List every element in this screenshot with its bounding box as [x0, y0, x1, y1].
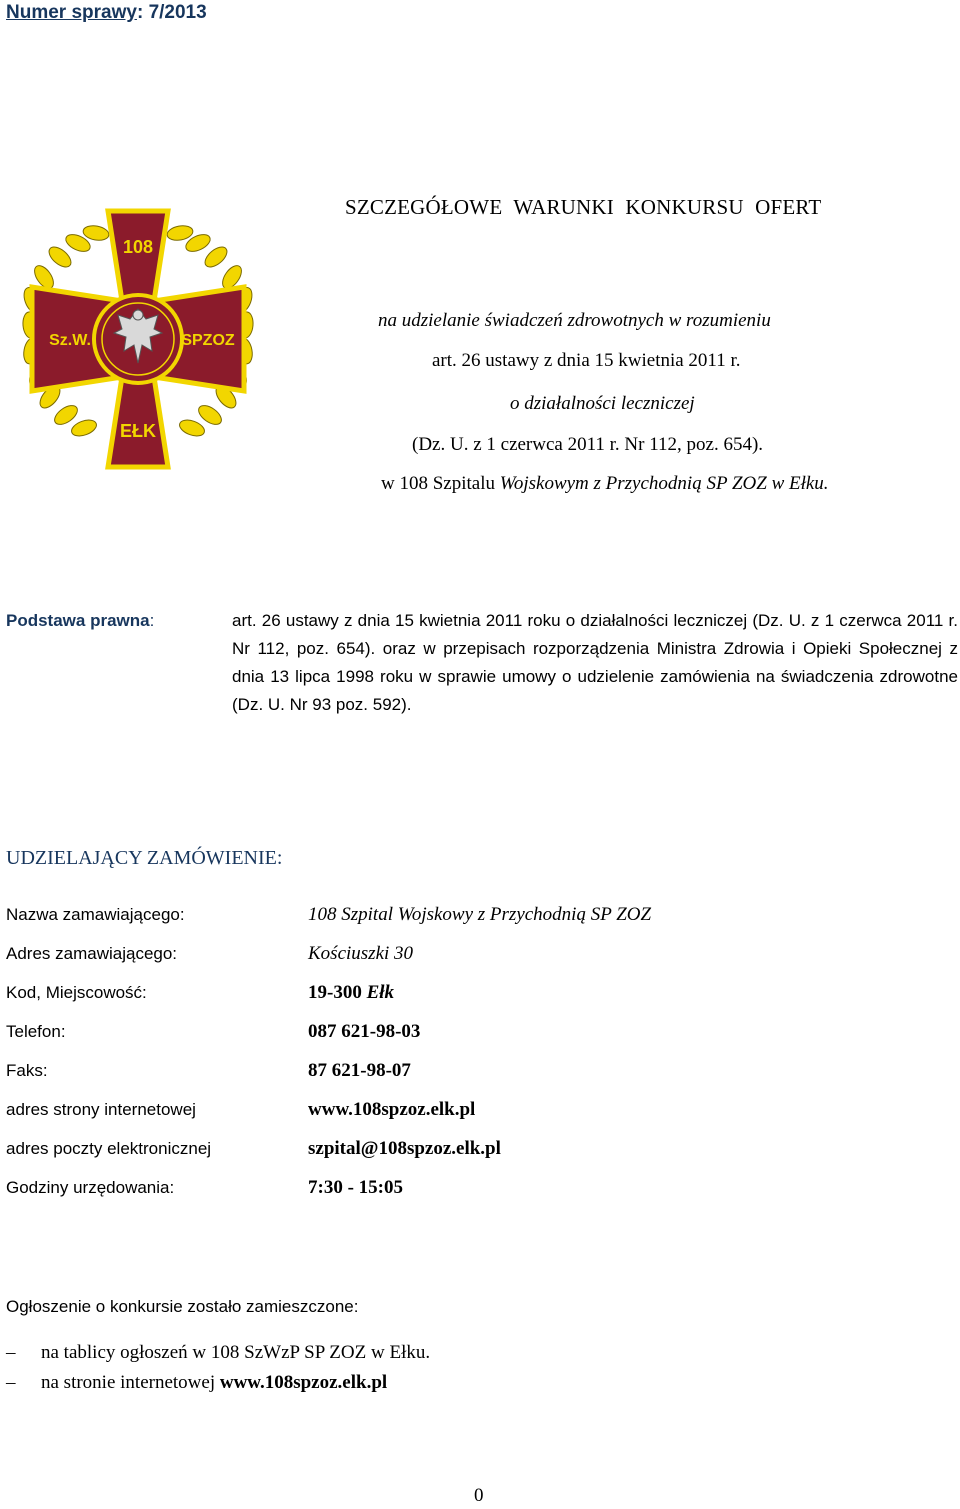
emblem-right-text: SPZOZ — [181, 332, 235, 349]
subtitle-line-3: o działalności leczniczej — [510, 393, 695, 414]
subtitle-line-5 — [381, 471, 829, 497]
document-title: SZCZEGÓŁOWE WARUNKI KONKURSU OFERT — [345, 195, 822, 219]
postal-value — [308, 980, 394, 1006]
email-link[interactable]: szpital@108spzoz.elk.pl — [308, 1138, 501, 1159]
website-link[interactable]: www.108spzoz.elk.pl — [308, 1099, 476, 1120]
legal-basis-text: art. 26 ustawy z dnia 15 kwietnia 2011 roku o działalności leczniczej (Dz. U. z 1 czerwca 2011 r. Nr 112, poz. 654). oraz w przepisach rozporządzenia Ministra Zdrowia i Opieki Społecznej z dnia 13 lipca 1998 roku w sprawie umowy o udzielenie zamówienia na świadczenia zdrowotne (Dz. U. Nr 93 poz. 592). — [232, 611, 958, 714]
announcement-website-link[interactable]: www.108spzoz.elk.pl — [219, 1372, 388, 1393]
case-number — [6, 0, 207, 26]
fax-label: Faks: — [6, 1061, 48, 1080]
name-label: Nazwa zamawiającego: — [6, 905, 185, 924]
email-label: adres poczty elektronicznej — [6, 1139, 212, 1158]
announcement-item-2-prefix: na stronie internetowej — [41, 1372, 220, 1393]
fax-value: 87 621-98-07 — [308, 1060, 411, 1081]
phone-label: Telefon: — [6, 1022, 66, 1041]
postal-label: Kod, Miejscowość: — [6, 983, 147, 1002]
postal-code: 19-300 — [308, 982, 367, 1003]
hospital-emblem-logo — [22, 205, 254, 473]
legal-basis-label — [6, 607, 154, 635]
city-name: Ełk — [366, 982, 395, 1003]
website-label: adres strony internetowej — [6, 1100, 196, 1119]
subtitle-line-2: art. 26 ustawy z dnia 15 kwietnia 2011 r. — [432, 350, 741, 371]
subtitle-line-5-italic: Wojskowym z Przychodnią SP ZOZ w Ełku. — [499, 473, 829, 494]
emblem-number-text: 108 — [122, 237, 154, 257]
hours-label: Godziny urzędowania: — [6, 1178, 175, 1197]
dash-bullet-2: – — [6, 1372, 16, 1393]
subtitle-line-5-regular: w 108 Szpitalu — [381, 473, 500, 494]
page-number: 0 — [474, 1485, 484, 1506]
case-number-value: 7/2013 — [148, 2, 207, 23]
ordering-party-heading: UDZIELAJĄCY ZAMÓWIENIE: — [6, 847, 283, 869]
legal-basis-colon: : — [149, 611, 155, 630]
legal-basis-label-text: Podstawa prawna — [6, 611, 150, 630]
address-value: Kościuszki 30 — [308, 943, 414, 964]
subtitle-line-4: (Dz. U. z 1 czerwca 2011 r. Nr 112, poz. 654). — [412, 434, 764, 455]
emblem-left-text: Sz.W. — [49, 332, 91, 349]
subtitle-line-1: na udzielanie świadczeń zdrowotnych w rozumieniu — [378, 310, 771, 331]
name-value: 108 Szpital Wojskowy z Przychodnią SP ZOZ — [308, 904, 652, 925]
address-label: Adres zamawiającego: — [6, 944, 178, 963]
emblem-city-text: EŁK — [120, 421, 156, 441]
announcement-intro: Ogłoszenie o konkursie zostało zamieszczone: — [6, 1297, 359, 1316]
announcement-item-2-text — [41, 1370, 387, 1396]
dash-bullet-1: – — [6, 1342, 16, 1363]
case-number-label: Numer sprawy — [6, 2, 137, 23]
announcement-item-1-text: na tablicy ogłoszeń w 108 SzWzP SP ZOZ w Ełku. — [41, 1342, 431, 1363]
case-number-separator: : — [136, 2, 149, 23]
hours-value: 7:30 - 15:05 — [308, 1177, 403, 1198]
phone-value: 087 621-98-03 — [308, 1021, 421, 1042]
